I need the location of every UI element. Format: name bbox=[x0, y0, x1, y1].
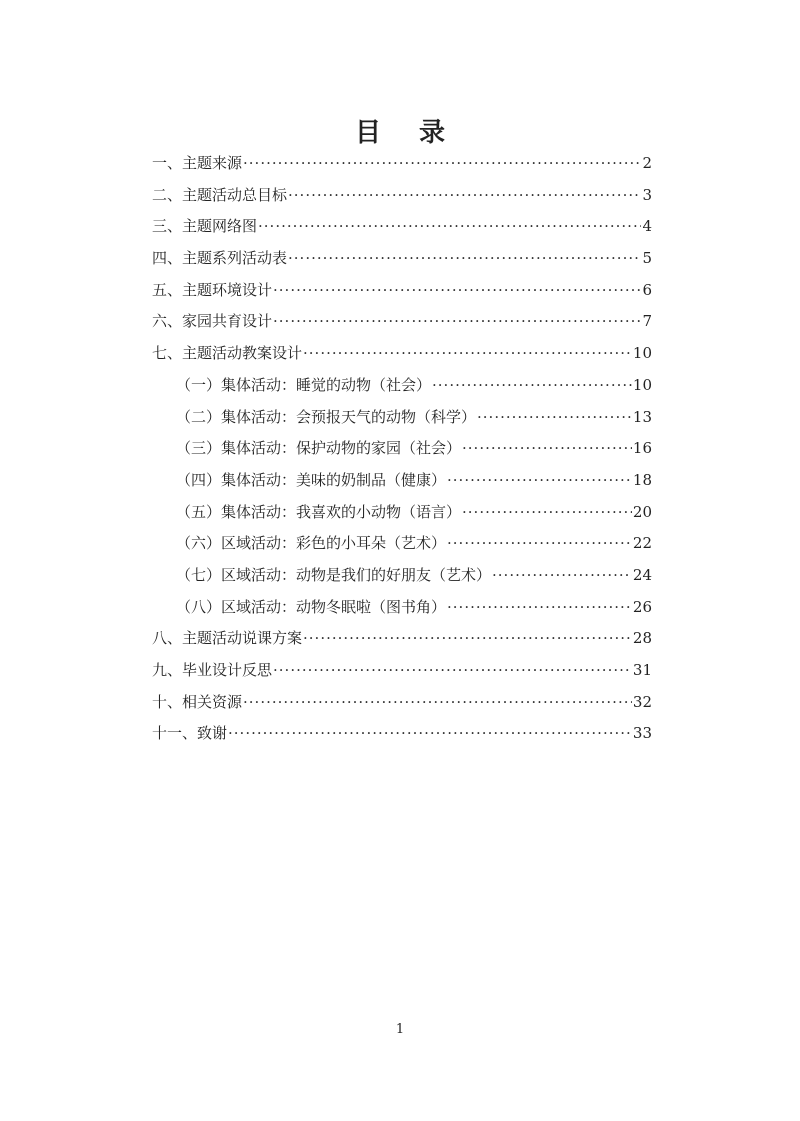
toc-entry-page: 32 bbox=[632, 692, 652, 711]
toc-entry[interactable] bbox=[152, 722, 652, 754]
dot-leader bbox=[288, 186, 641, 204]
toc-entry-page: 7 bbox=[642, 312, 652, 331]
toc-entry-page: 2 bbox=[642, 154, 652, 172]
dot-leader bbox=[477, 408, 632, 426]
toc-entry-label: （七）区域活动：动物是我们的好朋友（艺术） bbox=[176, 565, 492, 584]
toc-entry-label: 一、主题来源 bbox=[152, 154, 243, 172]
dot-leader bbox=[447, 471, 632, 489]
toc-entry-label: 三、主题网络图 bbox=[152, 217, 258, 236]
page-title: 目录 bbox=[354, 118, 483, 148]
dot-leader bbox=[303, 629, 632, 647]
toc-entry[interactable] bbox=[152, 501, 652, 533]
toc-entry-label: 十、相关资源 bbox=[152, 692, 243, 711]
toc-entry-label: 五、主题环境设计 bbox=[152, 280, 273, 299]
toc-entry-label: 九、毕业设计反思 bbox=[152, 661, 273, 679]
toc-entry-label: （八）区域活动：动物冬眠啦（图书角） bbox=[176, 597, 447, 616]
dot-leader bbox=[243, 693, 632, 711]
dot-leader bbox=[273, 661, 632, 679]
toc-entry-page: 26 bbox=[632, 597, 652, 616]
toc-entry-label: （五）集体活动：我喜欢的小动物（语言） bbox=[176, 502, 462, 521]
dot-leader bbox=[462, 439, 632, 457]
toc-entry-page: 6 bbox=[642, 280, 652, 299]
toc-entry-page: 31 bbox=[632, 661, 652, 679]
toc-entry-page: 5 bbox=[642, 249, 652, 268]
toc-entry-label: （一）集体活动：睡觉的动物（社会） bbox=[176, 375, 432, 394]
toc-entry-label: （三）集体活动：保护动物的家园（社会） bbox=[176, 439, 462, 458]
toc-entry[interactable] bbox=[152, 310, 652, 342]
toc-entry-page: 13 bbox=[632, 407, 652, 426]
toc-entry-label: （六）区域活动：彩色的小耳朵（艺术） bbox=[176, 534, 447, 553]
toc-entry[interactable] bbox=[152, 659, 652, 691]
toc-entry-page: 4 bbox=[642, 217, 652, 236]
toc-entry-page: 24 bbox=[632, 565, 652, 584]
dot-leader bbox=[492, 566, 632, 584]
dot-leader bbox=[303, 344, 632, 362]
toc-entry[interactable] bbox=[152, 564, 652, 596]
dot-leader bbox=[273, 312, 641, 330]
toc-entry[interactable] bbox=[152, 596, 652, 628]
dot-leader bbox=[447, 534, 632, 552]
dot-leader bbox=[273, 281, 641, 299]
dot-leader bbox=[243, 154, 641, 172]
toc-entry-label: 八、主题活动说课方案 bbox=[152, 629, 303, 648]
toc-entry[interactable] bbox=[152, 437, 652, 469]
dot-leader bbox=[288, 249, 641, 267]
toc-entry-label: （四）集体活动：美味的奶制品（健康） bbox=[176, 470, 447, 489]
dot-leader bbox=[447, 598, 632, 616]
toc-entry-label: 七、主题活动教案设计 bbox=[152, 344, 303, 363]
dot-leader bbox=[462, 503, 632, 521]
toc-entry[interactable] bbox=[152, 279, 652, 311]
page-number: 1 bbox=[395, 1022, 405, 1037]
toc-entry[interactable] bbox=[152, 469, 652, 501]
toc-entry[interactable] bbox=[152, 342, 652, 374]
toc-entry-label: （二）集体活动：会预报天气的动物（科学） bbox=[176, 407, 477, 426]
dot-leader bbox=[432, 376, 632, 394]
toc-entry-label: 二、主题活动总目标 bbox=[152, 185, 288, 204]
toc-entry[interactable] bbox=[152, 152, 652, 184]
toc-entry-page: 20 bbox=[632, 502, 652, 521]
toc-entry-page: 10 bbox=[632, 375, 652, 394]
toc-entry[interactable] bbox=[152, 184, 652, 216]
toc-entry-page: 3 bbox=[642, 185, 652, 204]
toc-entry-page: 18 bbox=[632, 470, 652, 489]
dot-leader bbox=[258, 217, 641, 235]
dot-leader bbox=[228, 724, 632, 742]
toc-entry-page: 28 bbox=[632, 629, 652, 648]
toc-entry-page: 10 bbox=[632, 344, 652, 363]
toc-entry-page: 33 bbox=[632, 724, 652, 743]
toc-entry-label: 十一、致谢 bbox=[152, 724, 228, 743]
toc-entry[interactable] bbox=[152, 406, 652, 438]
toc-entry[interactable] bbox=[152, 532, 652, 564]
toc-entry-label: 六、家园共育设计 bbox=[152, 312, 273, 331]
toc-entry-page: 22 bbox=[632, 534, 652, 553]
toc-entry[interactable] bbox=[152, 215, 652, 247]
toc-entry[interactable] bbox=[152, 691, 652, 723]
toc-entry[interactable] bbox=[152, 374, 652, 406]
toc-entry[interactable] bbox=[152, 627, 652, 659]
toc-entry-label: 四、主题系列活动表 bbox=[152, 249, 288, 268]
toc-entry[interactable] bbox=[152, 247, 652, 279]
table-of-contents bbox=[152, 152, 652, 754]
toc-entry-page: 16 bbox=[632, 439, 652, 458]
